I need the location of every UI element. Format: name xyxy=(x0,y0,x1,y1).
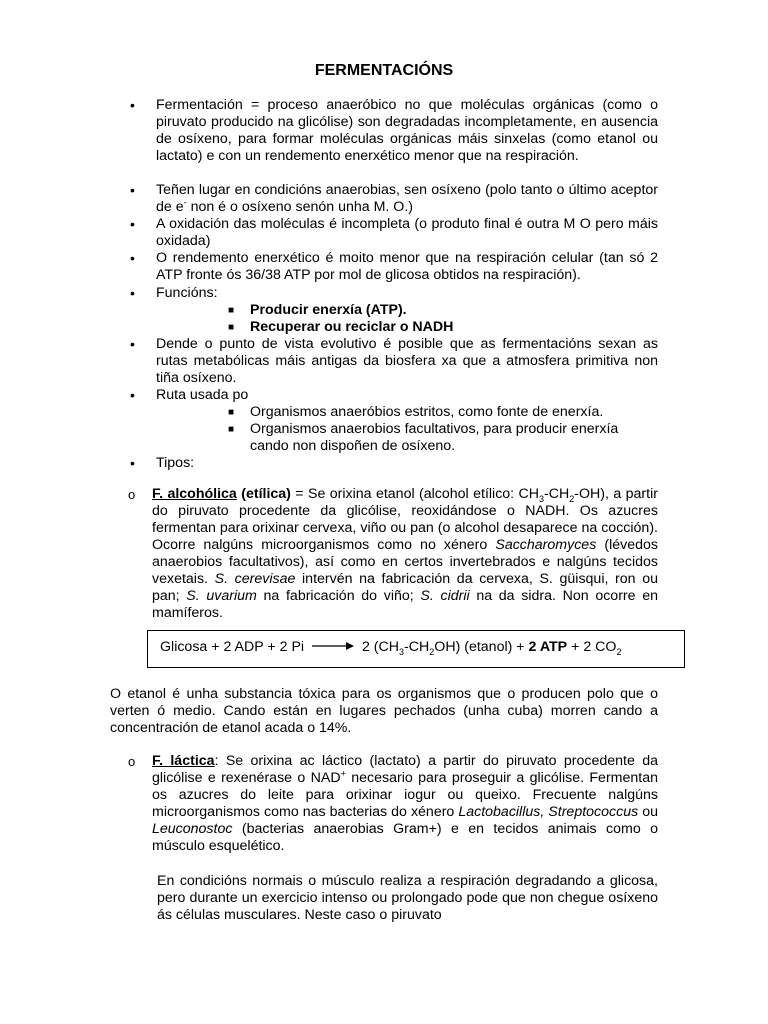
bullet-icon: • xyxy=(130,250,135,266)
bullet-route: Ruta usada po xyxy=(156,387,249,403)
square-bullet-icon: ■ xyxy=(228,322,235,333)
bullet-yield: O rendemento enerxético é moito menor que na respiración celular (tan só 2 ATP fronte ós 36/38 ATP por mol de glicosa obtidos na respiración). xyxy=(156,250,658,283)
bullet-conditions: Teñen lugar en condicións anaerobias, sen osíxeno (polo tanto o último aceptor de e- non é o osíxeno senón unha M. O.) xyxy=(156,182,658,215)
etanol-paragraph: O etanol é unha substancia tóxica para os organismos que o producen polo que o verten ó medio. Cando están en lugares pechados (unha cuba) morren cando a concentración de etanol acada o 14%. xyxy=(110,686,658,736)
function-item-nadh: Recuperar ou reciclar o NADH xyxy=(250,319,454,335)
square-bullet-icon: ■ xyxy=(228,407,235,418)
bullet-icon: • xyxy=(130,336,135,352)
route-item-strict: Organismos anaeróbios estritos, como fonte de enerxía. xyxy=(250,404,604,420)
bullet-evolution: Dende o punto de vista evolutivo é posible que as fermentacións sexan as rutas metabólicas máis antigas da biosfera xa que a atmosfera primitiva non tiña osíxeno. xyxy=(156,336,658,386)
equation-box xyxy=(147,630,685,668)
muscle-paragraph: En condicións normais o músculo realiza a respiración degradando a glicosa, pero durante un exercicio intenso ou prolongado pode que non chegue osíxeno ás células musculares. Neste caso o piruvato xyxy=(157,873,658,923)
bullet-icon: • xyxy=(130,455,135,471)
circle-bullet-icon: o xyxy=(128,487,136,502)
bullet-icon: • xyxy=(130,285,135,301)
bullet-functions: Funcións: xyxy=(156,285,218,301)
bullet-icon: • xyxy=(130,182,135,198)
bullet-icon: • xyxy=(130,216,135,232)
lactic-fermentation-paragraph: F. láctica: Se orixina ac láctico (lactato) a partir do piruvato procedente da glicólise e rexenérase o NAD+ necesario para proseguir a glicólise. Fermentan os azucres do leite para orixinar iogur ou queixo. Frecuente nalgúns microorganismos como nas bacterias do xénero Lactobacillus, Streptococcus ou Leuconostoc (bacterias anaerobias Gram+) e en tecidos animais como o músculo esquelético. xyxy=(152,753,658,854)
bullet-icon: • xyxy=(130,97,135,113)
arrow-right-icon xyxy=(312,641,354,651)
page-title: FERMENTACIÓNS xyxy=(314,62,454,79)
equation: Glicosa + 2 ADP + 2 Pi 2 $(CH_3-CH_2OH)$ (etanol) + 2 ATP + 2 $CO_2$ xyxy=(160,639,622,657)
alcoholic-fermentation-paragraph: F. alcohólica (etílica) = Se orixina etanol (alcohol etílico: $CH_3-CH_2-OH$), a partir do piruvato procedente da glicólise, reoxidándose o NADH. Os azucres fermentan para orixinar cervexa, viño ou pan (o alcohol desaparece na cocción). Ocorre nalgúns microorganismos como no xénero Saccharomyces (lévedos anaerobios facultativos), así como en certos invertebrados e nalgúns tecidos vexetais. S. cerevisae intervén na fabricación da cervexa, S. güisqui, ron ou pan; S. uvarium na fabricación do viño; S. cidrii na da sidra. Non ocorre en mamíferos. xyxy=(152,486,658,621)
bullet-icon: • xyxy=(130,387,135,403)
square-bullet-icon: ■ xyxy=(228,424,235,435)
route-item-facultative: Organismos anaerobios facultativos, para producir enerxía cando non dispoñen de osíxeno. xyxy=(250,421,619,454)
bullet-oxidation: A oxidación das moléculas é incompleta (o produto final é outra M O pero máis oxidada) xyxy=(156,216,658,249)
function-item-atp: Producir enerxía (ATP). xyxy=(250,302,407,318)
bullet-definition: Fermentación = proceso anaeróbico no que moléculas orgánicas (como o piruvato producido na glicólise) son degradadas incompletamente, en ausencia de osíxeno, para formar moléculas orgánicas máis sinxelas (como etanol ou lactato) e con un rendemento enerxético menor que na respiración. xyxy=(156,97,658,164)
circle-bullet-icon: o xyxy=(128,754,136,769)
bullet-types: Tipos: xyxy=(156,455,195,471)
square-bullet-icon: ■ xyxy=(228,305,235,316)
